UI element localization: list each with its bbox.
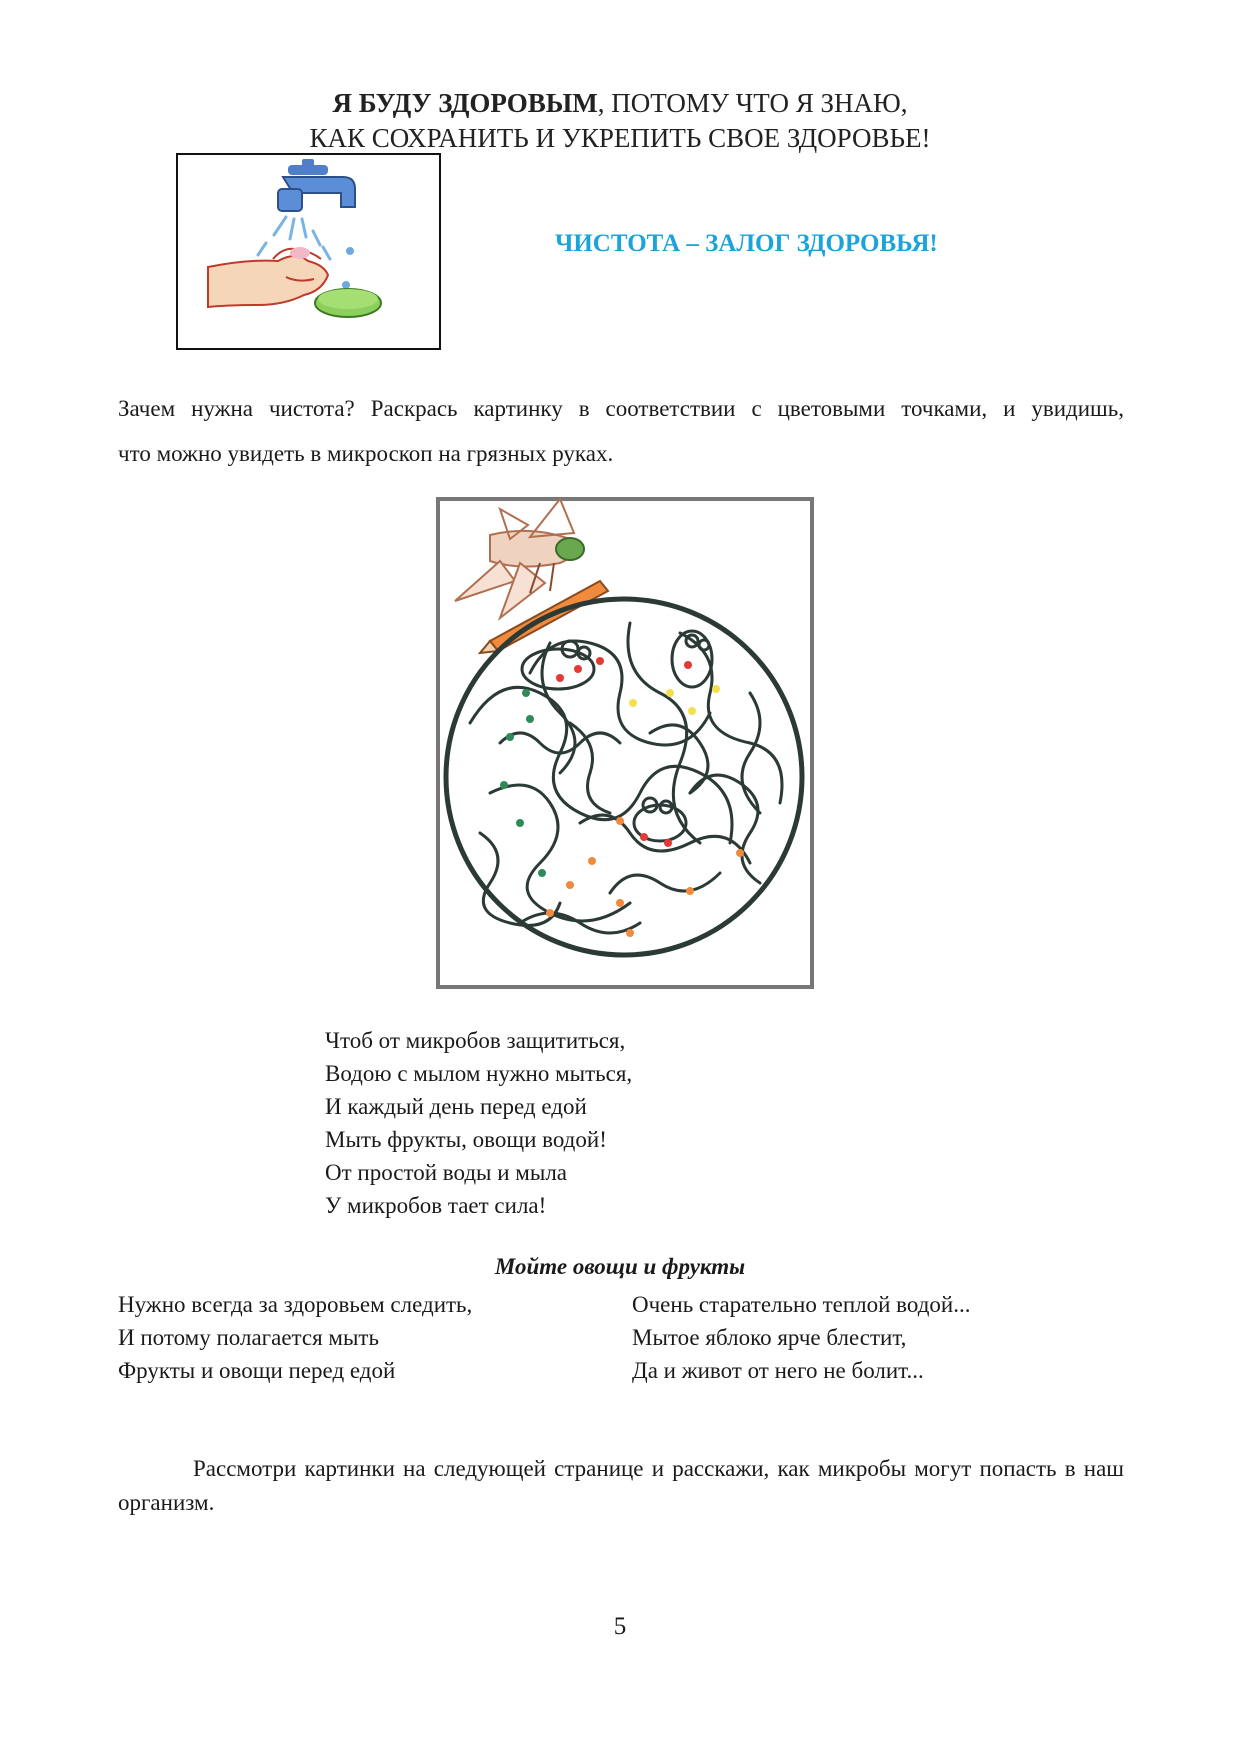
page-title	[0, 86, 1240, 156]
fruit-poem-left-column	[118, 1288, 472, 1387]
title-rest: , ПОТОМУ ЧТО Я ЗНАЮ,	[597, 88, 908, 118]
task-paragraph	[118, 386, 1124, 476]
poem-line: Чтоб от микробов защититься,	[325, 1028, 626, 1053]
poem-line: Мыть фрукты, овощи водой!	[325, 1127, 607, 1152]
fruit-poem-line: И потому полагается мыть	[118, 1325, 379, 1350]
poem-line: У микробов тает сила!	[325, 1193, 547, 1218]
poem-line: От простой воды и мыла	[325, 1160, 568, 1185]
poem-line: И каждый день перед едой	[325, 1094, 587, 1119]
title-line2: КАК СОХРАНИТЬ И УКРЕПИТЬ СВОЕ ЗДОРОВЬЕ!	[309, 123, 931, 153]
fruit-poem-line: Нужно всегда за здоровьем следить,	[118, 1292, 473, 1317]
fruit-poem-right-column	[632, 1288, 971, 1387]
microscope-microbes-illustration	[430, 493, 820, 993]
task-line-1: Зачем нужна чистота? Раскрась картинку в соответствии с цветовыми точками, и увидишь,	[118, 396, 1124, 421]
section-subtitle: ЧИСТОТА – ЗАЛОГ ЗДОРОВЬЯ!	[555, 230, 938, 257]
handwashing-illustration	[176, 153, 441, 350]
fruit-poem-line: Мытое яблоко ярче блестит,	[632, 1325, 907, 1350]
microbe-coloring-picture	[430, 493, 820, 993]
footer-paragraph: Рассмотри картинки на следующей странице и расскажи, как микробы могут попасть в наш организм.	[118, 1456, 1124, 1515]
handwashing-icon	[178, 155, 439, 348]
fruit-poem-line: Фрукты и овощи перед едой	[118, 1358, 396, 1383]
fruit-poem-line: Да и живот от него не болит...	[632, 1358, 924, 1383]
title-bold: Я БУДУ ЗДОРОВЫМ	[332, 88, 598, 118]
task-line-2: что можно увидеть в микроскоп на грязных руках.	[118, 441, 614, 466]
fruit-poem-title: Мойте овощи и фрукты	[494, 1254, 746, 1279]
poem	[325, 1024, 632, 1222]
poem-line: Водою с мылом нужно мыться,	[325, 1061, 633, 1086]
page-number: 5	[613, 1613, 627, 1640]
fruit-poem-line: Очень старательно теплой водой...	[632, 1292, 971, 1317]
